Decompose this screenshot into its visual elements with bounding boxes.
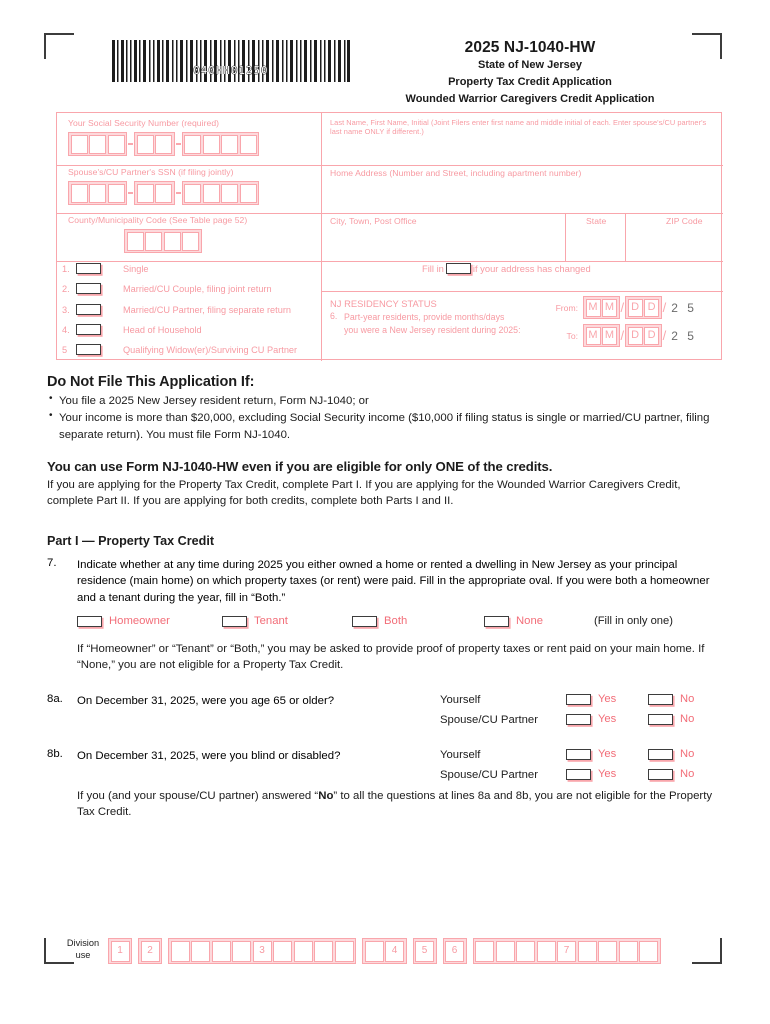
date-slash-icon-4: / [662,328,667,343]
residency-from-row[interactable] [552,296,697,319]
division-box[interactable] [171,941,190,962]
barcode-number: 040HH01250 [193,65,269,77]
filing-status-2-label: Married/CU Couple, filing joint return [123,283,272,294]
form-subtitle-state: State of New Jersey [478,59,582,72]
division-box[interactable] [294,941,313,962]
spouse-ssn-label: Spouse's/CU Partner's SSN (if filing jointly) [68,167,234,177]
closing-note-part-3: for the Property Tax Credit. [77,790,713,819]
division-box[interactable] [516,941,535,962]
residency-heading: NJ RESIDENCY STATUS [330,298,437,309]
day-char-2: D [644,299,659,317]
division-box[interactable]: 3 [253,941,272,962]
fill-in-only-one-note: (Fill in only one) [594,615,673,627]
filing-status-5-num: 5 [62,344,68,355]
option-none-label: None [516,615,544,627]
day-char-2: D [644,327,659,345]
question-7-note: If “Homeowner” or “Tenant” or “Both,” you may be asked to provide proof of property taxes or rent paid on your main home. If “None,” you are not eligible for a Property Tax Credit. [77,643,705,672]
question-8a-yourself-yes-label: Yes [598,693,617,705]
state-label: State [586,216,607,226]
form-title: 2025 NJ-1040-HW [464,39,596,56]
question-8b-spouse-no-checkbox[interactable] [648,769,673,780]
question-8b-text: On December 31, 2025, were you blind or disabled? [77,750,341,762]
spouse-ssn-input[interactable] [68,181,259,205]
option-homeowner-label: Homeowner [109,615,170,627]
city-label: City, Town, Post Office [330,216,417,226]
filing-status-4-label: Head of Household [123,324,202,335]
question-8a-spouse-no-label: No [680,713,695,725]
address-changed-prefix: Fill in [422,263,444,274]
name-label: Last Name, First Name, Initial (Joint Filers enter first name and middle initial of each. Enter spouse's/CU partner's last name ONLY if different.) [330,118,707,137]
division-use-label [62,938,104,961]
division-box[interactable] [578,941,597,962]
address-label: Home Address (Number and Street, including apartment number) [330,168,582,178]
question-8b-yourself-no[interactable] [648,748,694,760]
question-8a-yourself-label: Yourself [440,694,481,706]
residency-from-year: 2 5 [671,300,697,315]
division-box[interactable]: 5 [415,941,434,962]
question-7-text: Indicate whether at any time during 2025 you either owned a home or rented a dwelling in New Jersey as your principal residence (main home) on which property taxes (or rent) were paid. Fill in the appropriate oval. If you were both a homeowner and a tenant during the year, fill in “Both.” [77,559,710,604]
filing-status-1[interactable] [62,263,149,274]
residency-to-label: To: [566,330,578,341]
division-box[interactable]: 2 [141,941,160,962]
option-tenant-checkbox[interactable] [222,616,247,627]
date-slash-icon-2: / [662,300,667,315]
residency-from-month[interactable] [583,296,620,319]
division-box[interactable] [335,941,354,962]
residency-from-label: From: [555,302,578,313]
division-use-boxes[interactable] [108,938,661,964]
question-7-options [77,615,727,627]
do-not-file-list [47,393,727,443]
eligibility-body: If you are applying for the Property Tax Credit, complete Part I. If you are applying for the Wounded Warrior Caregivers Credit, complete Part II. If you are applying for both credits, complete both Parts I and II. [47,479,681,508]
do-not-file-heading: Do Not File This Application If: [47,374,255,390]
question-8b-spouse-yes[interactable] [566,768,616,780]
filing-status-3-num: 3. [62,304,70,315]
filing-status-1-num: 1. [62,263,70,274]
option-tenant-label: Tenant [254,615,288,627]
day-char-1: D [628,299,643,317]
county-code-input[interactable] [124,229,202,253]
question-8b-spouse-label: Spouse/CU Partner [440,769,538,781]
residency-line-1: Part-year residents, provide months/days [344,312,505,322]
question-8a-spouse-no[interactable] [648,713,694,725]
question-8a-yourself-no-checkbox[interactable] [648,694,673,705]
division-box[interactable] [273,941,292,962]
division-box[interactable] [365,941,384,962]
filing-status-5[interactable] [62,344,297,355]
residency-num: 6. [330,311,338,321]
residency-to-year: 2 5 [671,328,697,343]
option-both[interactable] [352,615,484,627]
closing-note-bold: No [318,790,334,802]
part-one-heading-wrap [47,534,214,548]
date-slash-icon-3: / [620,328,625,343]
question-8b-yourself-no-checkbox[interactable] [648,749,673,760]
division-group-2[interactable] [138,938,162,964]
do-not-file-bullet-2: • Your income is more than $20,000, excluding Social Security income ($10,000 if filing status is single or married/CU partner, filing separate return). You must file Form NJ-1040. [59,410,727,443]
filing-status-2-num: 2. [62,283,70,294]
residency-status-block [330,298,560,337]
division-box[interactable] [232,941,251,962]
division-box[interactable]: 4 [385,941,404,962]
division-box[interactable] [619,941,638,962]
filing-status-3-label: Married/CU Partner, filing separate return [123,304,291,315]
option-tenant[interactable] [222,615,352,627]
division-group-4[interactable] [362,938,407,964]
question-7-num: 7. [47,557,57,569]
division-box[interactable]: 7 [557,941,576,962]
question-8a-spouse-no-checkbox[interactable] [648,714,673,725]
question-8a-yourself-no-label: No [680,693,695,705]
question-8a [47,693,467,709]
closing-note-part-2: ” to all the questions at lines 8a and 8b, you are not eligible [333,790,631,802]
division-box[interactable] [537,941,556,962]
month-char-2: M [602,299,617,317]
option-homeowner-checkbox[interactable] [77,616,102,627]
eligibility-heading: You can use Form NJ-1040-HW even if you are eligible for only ONE of the credits. [47,459,553,474]
division-box[interactable] [496,941,515,962]
form-barcode [112,40,350,82]
division-box[interactable] [191,941,210,962]
month-char-1: M [586,299,601,317]
division-box[interactable] [639,941,658,962]
question-8b [47,748,467,764]
month-char-1: M [586,327,601,345]
filing-status-4[interactable] [62,324,202,335]
question-8b-yourself-label: Yourself [440,749,481,761]
option-none-checkbox[interactable] [484,616,509,627]
division-group-1[interactable] [108,938,132,964]
residency-line-2: you were a New Jersey resident during 2025: [344,324,521,335]
division-use-line-1: Division [66,938,100,948]
division-group-3[interactable] [168,938,356,964]
corner-mark-top-left [44,33,74,59]
division-box[interactable]: 1 [111,941,130,962]
division-box[interactable] [314,941,333,962]
question-8b-spouse-yes-checkbox[interactable] [566,769,591,780]
address-changed-checkbox[interactable] [446,263,471,274]
day-char-1: D [628,327,643,345]
filing-status-2-checkbox[interactable] [76,283,101,294]
county-code-label: County/Municipality Code (See Table page 52) [68,215,248,225]
filing-status-2[interactable] [62,283,272,294]
division-group-7[interactable] [473,938,661,964]
filing-status-5-checkbox[interactable] [76,344,101,355]
closing-note-part-1: If you (and your spouse/CU partner) answered “ [77,790,319,802]
filing-status-1-label: Single [123,263,149,274]
question-8a-text: On December 31, 2025, were you age 65 or older? [77,695,335,707]
form-subtitle-wounded-warrior: Wounded Warrior Caregivers Credit Application [405,93,655,106]
division-group-6[interactable] [443,938,467,964]
filing-status-5-label: Qualifying Widow(er)/Surviving CU Partner [123,344,298,355]
zip-label: ZIP Code [666,216,703,226]
ssn-label: Your Social Security Number (required) [68,118,220,128]
option-both-label: Both [384,615,408,627]
question-8a-spouse-label: Spouse/CU Partner [440,714,538,726]
address-changed-row[interactable] [422,263,591,274]
residency-to-day[interactable] [625,324,662,347]
question-8b-spouse-no[interactable] [648,768,694,780]
part-one-heading: Part I — Property Tax Credit [47,534,215,548]
question-8a-yourself-yes-checkbox[interactable] [566,694,591,705]
division-box[interactable]: 6 [445,941,464,962]
question-8b-yourself-yes[interactable] [566,748,616,760]
question-8b-spouse-yes-label: Yes [598,768,617,780]
question-7 [47,557,729,606]
address-changed-suffix: if your address has changed [472,263,591,274]
division-group-5[interactable] [413,938,437,964]
question-8a-yourself-yes[interactable] [566,693,616,705]
residency-from-day[interactable] [625,296,662,319]
question-8a-num: 8a. [47,693,63,705]
question-8b-yourself-yes-label: Yes [598,748,617,760]
do-not-file-section [47,374,727,444]
question-8b-spouse-no-label: No [680,768,695,780]
date-slash-icon: / [620,300,625,315]
eligibility-section [47,459,729,509]
month-char-2: M [602,327,617,345]
filing-status-4-checkbox[interactable] [76,324,101,335]
ssn-input[interactable] [68,132,259,156]
residency-to-month[interactable] [583,324,620,347]
filing-status-4-num: 4. [62,324,70,335]
question-8a-yourself-no[interactable] [648,693,694,705]
option-both-checkbox[interactable] [352,616,377,627]
option-none[interactable] [484,615,594,627]
question-8a-spouse-yes-checkbox[interactable] [566,714,591,725]
division-box[interactable] [212,941,231,962]
form-subtitle-property-tax: Property Tax Credit Application [448,76,612,89]
option-homeowner[interactable] [77,615,222,627]
question-8a-spouse-yes[interactable] [566,713,616,725]
question-8a-spouse-yes-label: Yes [598,713,617,725]
division-box[interactable] [598,941,617,962]
filing-status-3[interactable] [62,304,291,315]
corner-mark-top-right [692,33,722,59]
residency-to-row[interactable] [552,324,697,347]
question-8b-yourself-no-label: No [680,748,695,760]
filing-status-3-checkbox[interactable] [76,304,101,315]
do-not-file-bullet-1: • You file a 2025 New Jersey resident return, Form NJ-1040; or [59,393,727,409]
division-box[interactable] [475,941,494,962]
form-title-block [380,38,680,108]
corner-mark-bottom-right [692,938,722,964]
division-use-line-2: use [75,949,91,960]
question-8b-num: 8b. [47,748,63,760]
filing-status-1-checkbox[interactable] [76,263,101,274]
part-one-closing-note [77,788,727,820]
question-8b-yourself-yes-checkbox[interactable] [566,749,591,760]
